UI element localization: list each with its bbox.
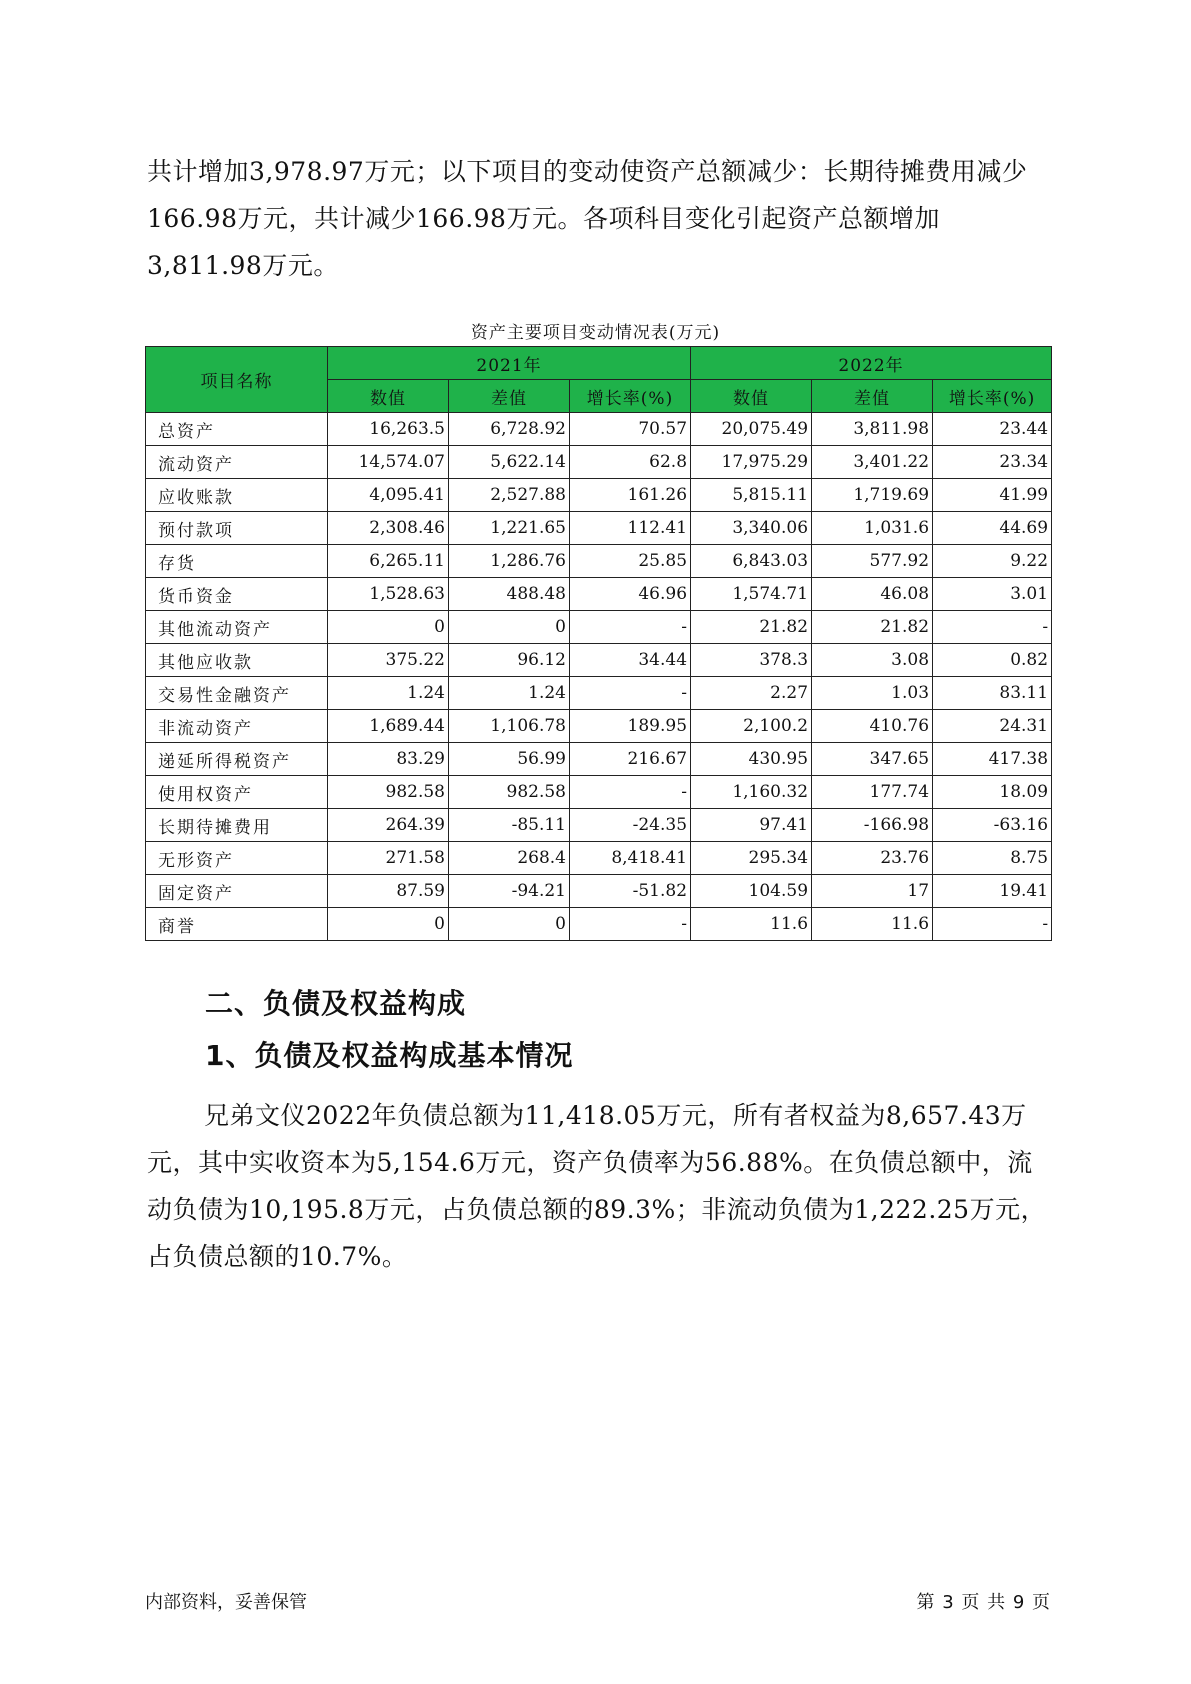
cell-2021-diff: -85.11	[449, 809, 570, 842]
table-row	[146, 842, 1052, 875]
cell-2022-rate: 41.99	[933, 479, 1052, 512]
header-rate: 增长率(%)	[933, 380, 1052, 413]
table-header-row-1	[146, 347, 1052, 380]
cell-2022-value: 17,975.29	[691, 446, 812, 479]
cell-2022-diff: 1.03	[812, 677, 933, 710]
header-item-name: 项目名称	[146, 347, 328, 413]
row-item-name: 流动资产	[146, 446, 328, 479]
table-row	[146, 908, 1052, 941]
cell-2021-value: 271.58	[328, 842, 449, 875]
cell-2022-rate: 18.09	[933, 776, 1052, 809]
cell-2021-value: 982.58	[328, 776, 449, 809]
row-item-name: 其他应收款	[146, 644, 328, 677]
table-row	[146, 413, 1052, 446]
row-item-name: 非流动资产	[146, 710, 328, 743]
cell-2021-rate: -	[570, 776, 691, 809]
cell-2022-value: 5,815.11	[691, 479, 812, 512]
row-item-name: 预付款项	[146, 512, 328, 545]
cell-2022-rate: 23.34	[933, 446, 1052, 479]
header-diff: 差值	[449, 380, 570, 413]
cell-2021-diff: 1,286.76	[449, 545, 570, 578]
cell-2022-value: 11.6	[691, 908, 812, 941]
table-caption: 资产主要项目变动情况表(万元)	[470, 323, 721, 343]
row-item-name: 长期待摊费用	[146, 809, 328, 842]
row-item-name: 存货	[146, 545, 328, 578]
cell-2021-rate: -24.35	[570, 809, 691, 842]
cell-2021-rate: -	[570, 677, 691, 710]
cell-2021-rate: 46.96	[570, 578, 691, 611]
cell-2022-rate: -	[933, 611, 1052, 644]
cell-2022-value: 1,160.32	[691, 776, 812, 809]
header-diff: 差值	[812, 380, 933, 413]
table-row	[146, 611, 1052, 644]
table-row	[146, 743, 1052, 776]
table-row	[146, 578, 1052, 611]
cell-2021-value: 6,265.11	[328, 545, 449, 578]
row-item-name: 使用权资产	[146, 776, 328, 809]
header-value: 数值	[691, 380, 812, 413]
table-row	[146, 809, 1052, 842]
cell-2022-diff: 17	[812, 875, 933, 908]
cell-2022-value: 6,843.03	[691, 545, 812, 578]
cell-2021-rate: -	[570, 908, 691, 941]
cell-2021-diff: 1.24	[449, 677, 570, 710]
cell-2021-value: 1,528.63	[328, 578, 449, 611]
footer-confidential-note: 内部资料，妥善保管	[145, 1592, 307, 1613]
cell-2022-value: 2,100.2	[691, 710, 812, 743]
table-row	[146, 677, 1052, 710]
cell-2022-rate: -63.16	[933, 809, 1052, 842]
header-value: 数值	[328, 380, 449, 413]
row-item-name: 货币资金	[146, 578, 328, 611]
cell-2021-rate: 34.44	[570, 644, 691, 677]
cell-2021-diff: 6,728.92	[449, 413, 570, 446]
cell-2022-rate: -	[933, 908, 1052, 941]
header-rate: 增长率(%)	[570, 380, 691, 413]
table-row	[146, 644, 1052, 677]
row-item-name: 固定资产	[146, 875, 328, 908]
cell-2021-value: 264.39	[328, 809, 449, 842]
cell-2021-rate: 112.41	[570, 512, 691, 545]
cell-2021-diff: 56.99	[449, 743, 570, 776]
cell-2022-diff: 1,031.6	[812, 512, 933, 545]
cell-2021-value: 16,263.5	[328, 413, 449, 446]
cell-2022-diff: 46.08	[812, 578, 933, 611]
cell-2021-value: 1.24	[328, 677, 449, 710]
cell-2021-diff: 488.48	[449, 578, 570, 611]
cell-2022-value: 295.34	[691, 842, 812, 875]
table-row	[146, 479, 1052, 512]
cell-2022-diff: 177.74	[812, 776, 933, 809]
cell-2022-value: 3,340.06	[691, 512, 812, 545]
footer-page-number: 第 3 页 共 9 页	[916, 1592, 1051, 1613]
header-year-2021: 2021年	[328, 347, 691, 380]
cell-2021-value: 83.29	[328, 743, 449, 776]
cell-2022-value: 20,075.49	[691, 413, 812, 446]
cell-2022-diff: 21.82	[812, 611, 933, 644]
cell-2021-diff: 982.58	[449, 776, 570, 809]
cell-2022-rate: 417.38	[933, 743, 1052, 776]
cell-2022-diff: 1,719.69	[812, 479, 933, 512]
cell-2021-value: 14,574.07	[328, 446, 449, 479]
header-year-2022: 2022年	[691, 347, 1052, 380]
body-paragraph: 兄弟文仪2022年负债总额为11,418.05万元，所有者权益为8,657.43万元，其中实收资本为5,154.6万元，资产负债率为56.88%。在负债总额中，流动负债为10,195.8万元，占负债总额的89.3%；非流动负债为1,222.25万元，占负债总额的10.7%。	[147, 1101, 1047, 1271]
cell-2021-rate: -51.82	[570, 875, 691, 908]
cell-2022-rate: 83.11	[933, 677, 1052, 710]
cell-2021-diff: 0	[449, 908, 570, 941]
row-item-name: 交易性金融资产	[146, 677, 328, 710]
table-row	[146, 545, 1052, 578]
cell-2022-diff: 410.76	[812, 710, 933, 743]
cell-2021-diff: 268.4	[449, 842, 570, 875]
cell-2021-diff: 5,622.14	[449, 446, 570, 479]
table-body	[146, 413, 1052, 941]
intro-paragraph: 共计增加3,978.97万元；以下项目的变动使资产总额减少：长期待摊费用减少166.98万元，共计减少166.98万元。各项科目变化引起资产总额增加3,811.98万元。	[147, 157, 1028, 280]
cell-2022-rate: 3.01	[933, 578, 1052, 611]
cell-2021-value: 375.22	[328, 644, 449, 677]
cell-2022-rate: 44.69	[933, 512, 1052, 545]
cell-2021-value: 87.59	[328, 875, 449, 908]
cell-2022-value: 97.41	[691, 809, 812, 842]
table-row	[146, 446, 1052, 479]
cell-2022-rate: 0.82	[933, 644, 1052, 677]
row-item-name: 商誉	[146, 908, 328, 941]
cell-2021-rate: 161.26	[570, 479, 691, 512]
row-item-name: 无形资产	[146, 842, 328, 875]
cell-2021-diff: 0	[449, 611, 570, 644]
cell-2021-diff: 96.12	[449, 644, 570, 677]
cell-2022-diff: 3,401.22	[812, 446, 933, 479]
cell-2022-rate: 24.31	[933, 710, 1052, 743]
cell-2021-value: 0	[328, 611, 449, 644]
table-row	[146, 776, 1052, 809]
cell-2022-value: 430.95	[691, 743, 812, 776]
cell-2022-value: 1,574.71	[691, 578, 812, 611]
cell-2021-rate: -	[570, 611, 691, 644]
cell-2021-rate: 25.85	[570, 545, 691, 578]
cell-2022-diff: 347.65	[812, 743, 933, 776]
table-row	[146, 512, 1052, 545]
cell-2021-value: 2,308.46	[328, 512, 449, 545]
cell-2021-rate: 70.57	[570, 413, 691, 446]
asset-change-table	[145, 346, 1052, 941]
cell-2021-rate: 62.8	[570, 446, 691, 479]
cell-2022-diff: 3,811.98	[812, 413, 933, 446]
cell-2022-rate: 19.41	[933, 875, 1052, 908]
cell-2022-value: 2.27	[691, 677, 812, 710]
table-row	[146, 875, 1052, 908]
cell-2022-rate: 8.75	[933, 842, 1052, 875]
row-item-name: 递延所得税资产	[146, 743, 328, 776]
cell-2022-value: 378.3	[691, 644, 812, 677]
cell-2022-diff: 23.76	[812, 842, 933, 875]
cell-2021-value: 1,689.44	[328, 710, 449, 743]
cell-2021-rate: 189.95	[570, 710, 691, 743]
cell-2022-value: 104.59	[691, 875, 812, 908]
cell-2022-diff: -166.98	[812, 809, 933, 842]
cell-2022-rate: 9.22	[933, 545, 1052, 578]
cell-2022-value: 21.82	[691, 611, 812, 644]
cell-2021-diff: -94.21	[449, 875, 570, 908]
cell-2021-diff: 1,221.65	[449, 512, 570, 545]
cell-2021-diff: 2,527.88	[449, 479, 570, 512]
cell-2022-rate: 23.44	[933, 413, 1052, 446]
cell-2021-rate: 216.67	[570, 743, 691, 776]
cell-2021-value: 0	[328, 908, 449, 941]
section-heading: 二、负债及权益构成	[205, 987, 467, 1020]
cell-2022-diff: 3.08	[812, 644, 933, 677]
row-item-name: 总资产	[146, 413, 328, 446]
cell-2022-diff: 577.92	[812, 545, 933, 578]
cell-2022-diff: 11.6	[812, 908, 933, 941]
cell-2021-rate: 8,418.41	[570, 842, 691, 875]
table-row	[146, 710, 1052, 743]
row-item-name: 其他流动资产	[146, 611, 328, 644]
subsection-heading: 1、负债及权益构成基本情况	[205, 1039, 574, 1072]
cell-2021-value: 4,095.41	[328, 479, 449, 512]
cell-2021-diff: 1,106.78	[449, 710, 570, 743]
row-item-name: 应收账款	[146, 479, 328, 512]
